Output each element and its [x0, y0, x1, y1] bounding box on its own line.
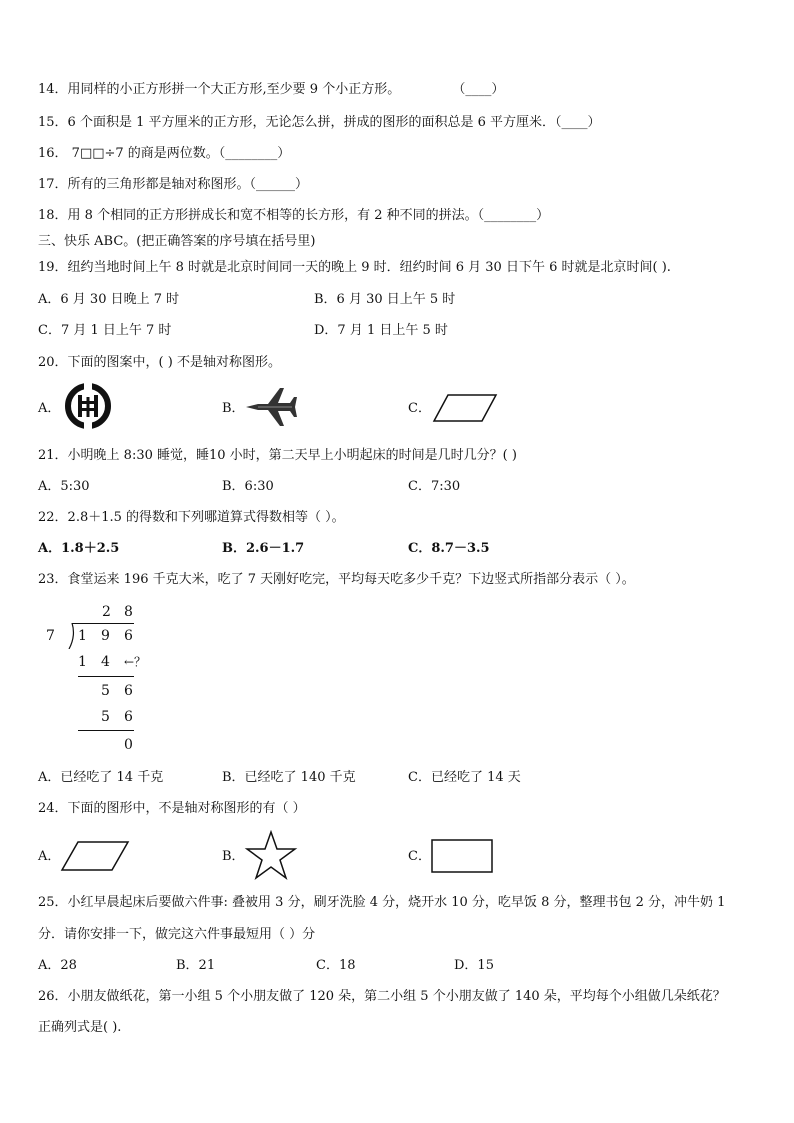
- q19-option-a: A．6 月 30 日晚上 7 时: [38, 292, 180, 307]
- question-24: 24．下面的图形中，不是轴对称图形的有（ ）: [38, 801, 306, 816]
- division-bar: [72, 623, 134, 624]
- q25-option-a: A．28: [38, 958, 77, 973]
- q22-option-a: A．1.8＋2.5: [38, 541, 120, 556]
- divisor: 7: [46, 628, 55, 644]
- division-rule: [78, 676, 134, 677]
- q25-option-b: B．21: [176, 958, 216, 973]
- step1-digit: 4: [101, 654, 110, 670]
- question-14-text: 14．用同样的小正方形拼一个大正方形,至少要 9 个小正方形。: [38, 82, 401, 97]
- question-17: 17．所有的三角形都是轴对称图形。（______）: [38, 177, 309, 192]
- step1-digit: 1: [78, 654, 87, 670]
- dividend-digit: 1: [78, 628, 87, 644]
- question-14-blank: （____）: [452, 82, 505, 97]
- remainder: 0: [124, 737, 133, 753]
- q21-option-c: C．7:30: [408, 479, 461, 494]
- dividend-digit: 6: [124, 628, 133, 644]
- rectangle-icon: [430, 838, 494, 874]
- question-23: 23．食堂运来 196 千克大米，吃了 7 天刚好吃完，平均每天吃多少千克？下边竖式所指部分表示（ ）。: [38, 572, 635, 587]
- division-rule: [78, 730, 134, 731]
- section-3-title: 三、快乐 ABC。(把正确答案的序号填在括号里): [38, 234, 316, 249]
- q25-option-d: D．15: [454, 958, 494, 973]
- step2-digit: 5: [101, 683, 110, 699]
- q19-option-c: C．7 月 1 日上午 7 时: [38, 323, 172, 338]
- q20-option-a-label: A．: [38, 401, 61, 416]
- question-19: 19．纽约当地时间上午 8 时就是北京时间同一天的晚上 9 时．纽约时间 6 月 30 日下午 6 时就是北京时间( ).: [38, 260, 671, 275]
- division-bracket: [66, 623, 76, 649]
- parallelogram-icon: [432, 393, 498, 423]
- q22-option-b: B．2.6－1.7: [222, 541, 305, 556]
- fighter-jet-icon: [244, 384, 298, 430]
- question-26-line-2: 正确列式是( ).: [38, 1020, 122, 1035]
- q23-option-c: C．已经吃了 14 天: [408, 770, 521, 785]
- question-16: 16． 7□□÷7 的商是两位数。（________）: [38, 146, 291, 161]
- dividend-digit: 9: [101, 628, 110, 644]
- q23-option-a: A．已经吃了 14 千克: [38, 770, 164, 785]
- pointer-arrow: ←？: [124, 655, 147, 669]
- q20-option-c-label: C．: [408, 401, 431, 416]
- q24-option-a-label: A．: [38, 849, 61, 864]
- q24-option-c-label: C．: [408, 849, 431, 864]
- q22-option-c: C．8.7－3.5: [408, 541, 490, 556]
- question-25-line-1: 25．小红早晨起床后要做六件事: 叠被用 3 分，刷牙洗脸 4 分，烧开水 10 分，吃早饭 8 分，整理书包 2 分，冲牛奶 1: [38, 895, 726, 910]
- parallelogram-icon: [60, 840, 130, 872]
- step3-digit: 6: [124, 709, 133, 725]
- step2-digit: 6: [124, 683, 133, 699]
- question-15: 15．6 个面积是 1 平方厘米的正方形，无论怎么拼，拼成的图形的面积总是 6 平方厘米．（____）: [38, 115, 601, 130]
- question-20: 20．下面的图案中，( ) 不是轴对称图形。: [38, 355, 281, 370]
- q20-option-b-label: B．: [222, 401, 245, 416]
- question-25-line-2: 分．请你安排一下，做完这六件事最短用（ ）分: [38, 927, 316, 942]
- star-icon: [244, 830, 298, 880]
- q23-option-b: B．已经吃了 140 千克: [222, 770, 356, 785]
- question-22: 22．2.8＋1.5 的得数和下列哪道算式得数相等（ ）。: [38, 510, 345, 525]
- question-26-line-1: 26．小朋友做纸花，第一小组 5 个小朋友做了 120 朵，第二小组 5 个小朋友做了 140 朵，平均每个小组做几朵纸花？: [38, 989, 726, 1004]
- q19-option-b: B．6 月 30 日上午 5 时: [314, 292, 456, 307]
- quotient-digit: 2: [102, 604, 111, 620]
- q21-option-a: A．5:30: [38, 479, 90, 494]
- quotient-digit: 8: [124, 604, 133, 620]
- step3-digit: 5: [101, 709, 110, 725]
- bank-logo-icon: [62, 383, 114, 429]
- q19-option-d: D．7 月 1 日上午 5 时: [314, 323, 448, 338]
- q25-option-c: C．18: [316, 958, 356, 973]
- q21-option-b: B．6:30: [222, 479, 274, 494]
- question-18: 18．用 8 个相同的正方形拼成长和宽不相等的长方形，有 2 种不同的拼法。（________）: [38, 208, 550, 223]
- q24-option-b-label: B．: [222, 849, 245, 864]
- question-14: [38, 81, 504, 99]
- question-21: 21．小明晚上 8:30 睡觉，睡10 小时，第二天早上小明起床的时间是几时几分？( ): [38, 448, 517, 463]
